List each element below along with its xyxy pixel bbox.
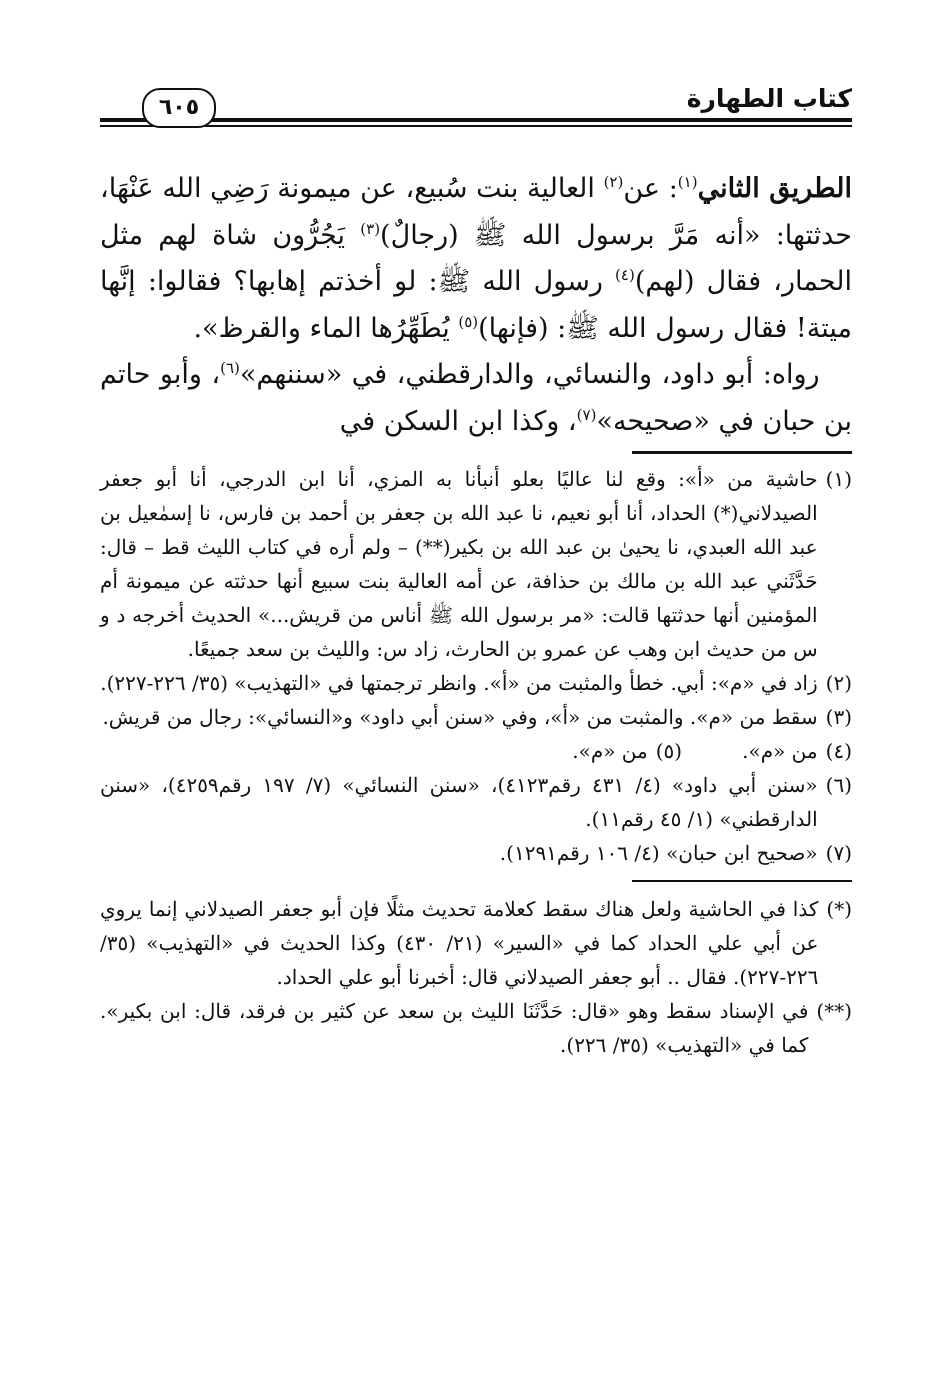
section-lead: الطريق الثاني [697,173,853,204]
footnote-ref-3: (٣) [360,219,381,238]
footnote-ref-4: (٤) [615,266,635,284]
footnote-number: (٦) [825,772,852,797]
footnote-text: سقط من «م». والمثبت من «أ»، وفي «سنن أبي داود» و«النسائي»: رجال من قريش. [102,704,818,729]
main-text [100,166,852,445]
page-number: ٦٠٥ [142,88,216,128]
footnote-row [100,734,852,768]
footnote-number: (٥) [655,738,683,763]
text-run: يُطَهِّرُها الماء والقرظ». [193,312,459,344]
page-header [100,78,852,124]
editor-note [100,892,852,994]
footnote [100,462,852,666]
footnote-number: (٤) [825,738,852,763]
book-page [100,78,852,1062]
text-run: العالية بنت سُبيع، عن ميمونة رَضِي الله عَنْهَا، حدثتها: «أنه مَرَّ برسول الله ﷺ (رجالٌ) [100,173,852,251]
editor-notes [100,892,852,1062]
footnote-text: حاشية من «أ»: وقع لنا عاليًا بعلو أنبأنا به المزي، أنا ابن الدرجي، أنا أبو جعفر الصيدلاني(*) الحداد، أنا أبو نعيم، نا عبد الله بن جعفر بن أحمد بن فارس، نا إسمٰعيل بن عبد الله العبدي، نا يحيىٰ بن عبد الله بن بكير(**) – ولم أره في كتاب الليث قط – قال: حَدَّثَني عبد الله بن مالك بن حذافة، عن أمه العالية بنت سبيع أنها حدثته عن ميمونة أم المؤمنين أنها حدثتها قالت: «مر برسول الله ﷺ أناس من قريش...» الحديث أخرجه د و س من حديث ابن وهب عن عمرو بن الحارث، زاد س: والليث بن سعد جميعًا. [100,466,818,661]
footnote [100,666,852,700]
editor-note [100,994,852,1062]
running-title: كتاب الطهارة [686,84,852,113]
editor-note-text: كذا في الحاشية ولعل هناك سقط كعلامة تحديث مثلًا فإن أبو جعفر الصيدلاني إنما يروي عن أبي علي الحداد كما في «السير» (٢١/ ٤٣٠) وكذا الحديث في «التهذيب» (٣٥/ ٢٢٦-٢٢٧). فقال .. أبو جعفر الصيدلاني قال: أخبرنا أبو علي الحداد. [100,897,819,989]
footnote-ref-2: (٢) [603,173,624,191]
footnote-text: زاد في «م»: أبي. خطأ والمثبت من «أ». وانظر ترجمتها في «التهذيب» (٣٥/ ٢٢٦-٢٢٧). [100,670,818,695]
footnote [100,836,852,870]
footnote-ref-1: (١) [677,173,698,191]
footnote-number: (٢) [825,670,852,695]
text-run: ، وأبو حاتم بن حبان في «صحيحه» [100,359,852,437]
footnote-ref-5: (٥) [458,312,479,331]
footnote-text: من «م». [572,738,648,763]
text-run: : عن [623,173,678,204]
footnote-separator [632,451,852,454]
text-run: ، وكذا ابن السكن في [339,405,577,437]
footnote-number: (١) [825,466,852,491]
footnote-ref-6: (٦) [220,359,240,377]
footnote [572,734,682,768]
footnote-ref-7: (٧) [576,405,597,424]
editor-note-marker: (**) [816,999,852,1023]
editor-note-text: في الإسناد سقط وهو «قال: حَدَّثَنَا الليث بن سعد عن كثير بن فرقد، قال: ابن بكير». كما في «التهذيب» (٣٥/ ٢٢٦). [100,999,809,1057]
header-rule-thin [100,125,852,127]
editor-note-marker: (*) [826,897,852,921]
footnote [100,700,852,734]
footnote [742,734,852,768]
footnote-number: (٣) [825,704,852,729]
footnote-number: (٧) [825,840,852,865]
footnotes [100,462,852,870]
footnote-text: «سنن أبي داود» (٤/ ٤٣١ رقم٤١٢٣)، «سنن النسائي» (٧/ ١٩٧ رقم٤٢٥٩)، «سنن الدارقطني» (١/ ٤٥ رقم١١). [100,772,818,831]
footnote-text: من «م». [742,738,818,763]
footnote [100,768,852,836]
editor-notes-separator [632,880,852,883]
text-run: يَجُرُّون شاة لهم مثل الحمار، فقال (لهم) [100,219,852,297]
main-paragraph-1 [100,166,852,352]
footnote-text: «صحيح ابن حبان» (٤/ ١٠٦ رقم١٢٩١). [499,840,818,865]
text-run: رسول الله ﷺ: لو أخذتم إهابها؟ فقالوا: إنَّها ميتة! فقال رسول الله ﷺ: (فإنها) [100,266,852,344]
text-run: رواه: أبو داود، والنسائي، والدارقطني، في «سننهم» [239,359,820,390]
main-paragraph-2 [100,352,852,445]
